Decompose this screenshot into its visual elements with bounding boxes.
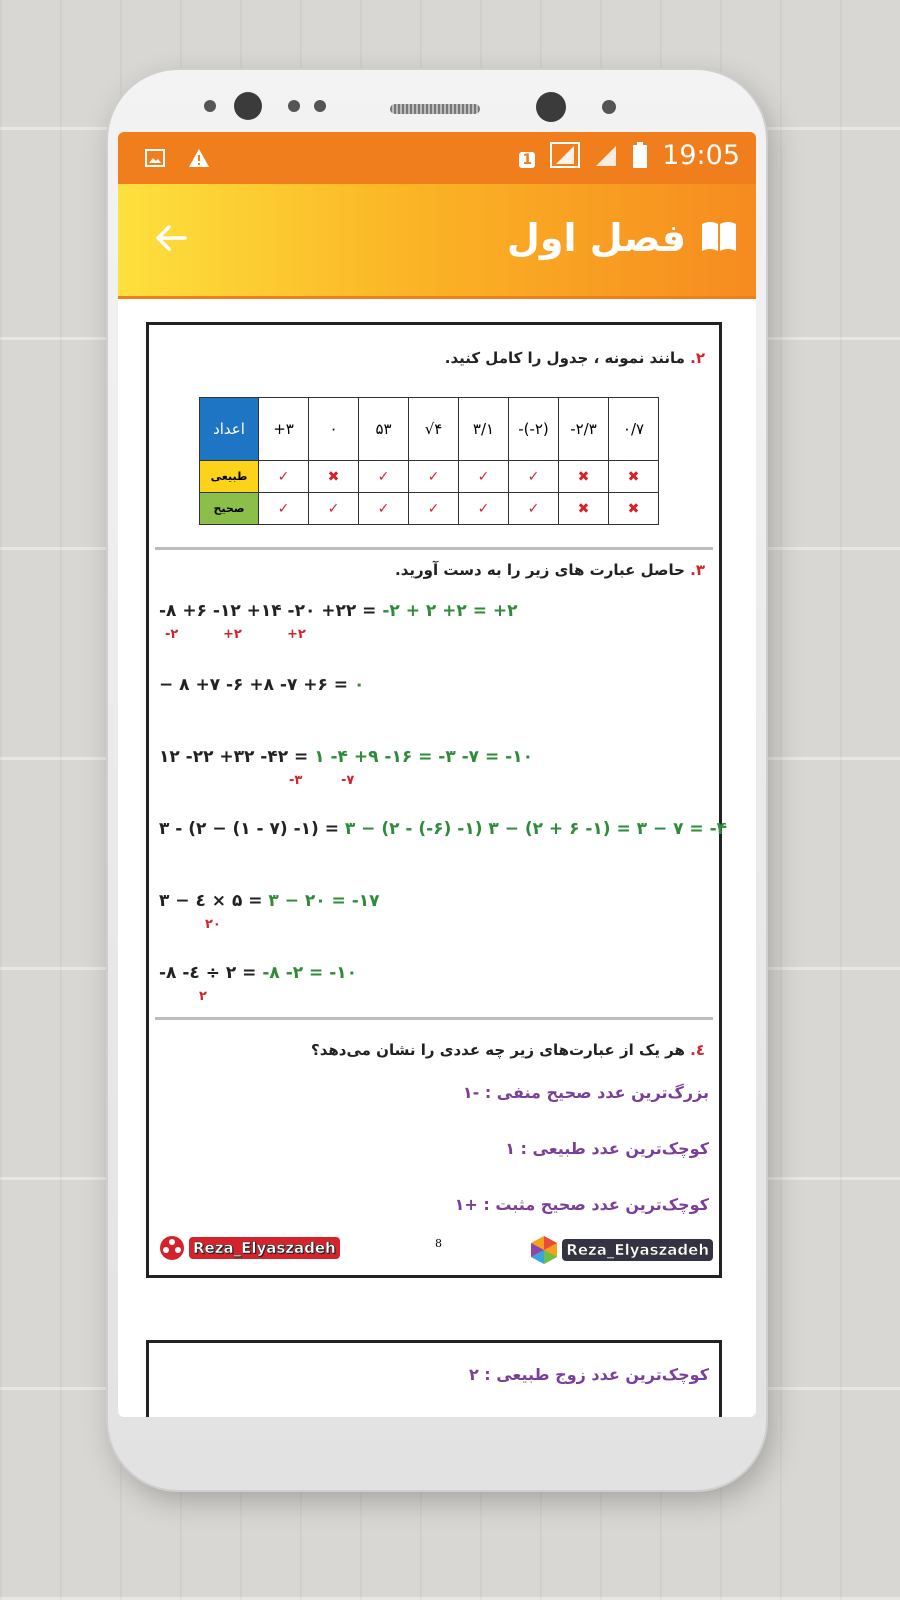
clock: 19:05 [662,140,740,171]
earpiece-speaker [390,104,480,114]
partial-sum: ۲۰ [205,917,221,932]
screen [118,132,756,1417]
divider [155,547,713,550]
image-notification-icon [144,144,166,168]
partial-sum: +۲ [223,627,242,642]
signal-icon-2 [594,144,618,168]
page-number: 8 [435,1237,442,1250]
expression-lhs: ۳ − ٤ × ۵ = [159,891,263,911]
check-icon: ✓ [359,493,409,525]
cross-icon: ✖ [559,461,609,493]
cross-icon: ✖ [609,461,659,493]
sim-badge-icon [518,144,536,168]
expression-line [159,747,533,767]
expression-line [159,601,517,621]
check-icon: ✓ [259,461,309,493]
expression-line [159,675,364,695]
check-icon: ✓ [359,461,409,493]
check-icon: ✓ [409,461,459,493]
question-4-title [297,1041,719,1059]
film-reel-icon [159,1235,185,1261]
row-label-natural: طبیعی [200,461,259,493]
number-classification-table [199,397,659,525]
textbook-page [146,322,728,1278]
page-title: فصل اول [506,216,686,260]
status-bar [118,132,756,184]
watermark-right [530,1235,713,1265]
table-col-header: +۳ [259,398,309,461]
expression-rhs: ۳ − (۲ - (-۶) -۱) ۳ − (۲ + ۶ -۱) = ۳ − ۷ = -۴ [344,819,728,839]
check-icon: ✓ [509,493,559,525]
check-icon: ✓ [459,461,509,493]
expression-lhs: -۸ +۶ -۱۲ +۱۴ -۲۰ +۲۲ = [159,601,377,621]
expression-line [159,819,727,839]
table-col-header: -۲/۳ [559,398,609,461]
question-text: هر یک از عبارت‌های زیر چه عددی را نشان می‌دهد؟ [311,1041,685,1059]
check-icon: ✓ [409,493,459,525]
cross-icon: ✖ [559,493,609,525]
textbook-page-next [146,1340,722,1417]
hexagon-logo-icon [530,1235,558,1265]
answer-line: بزرگ‌ترین عدد صحیح منفی : -۱ [462,1083,709,1102]
table-header-label: اعداد [200,398,259,461]
partial-sum: -۳ [289,773,303,788]
expression-lhs: ۳ - (۲ − (۱ - ۷) -۱) = [159,819,339,839]
book-icon [700,219,738,257]
expression-lhs: ۱۲ -۲۲ +۳۲ -۴۲ = [159,747,309,767]
divider [155,1017,713,1020]
table-col-header: √۴ [409,398,459,461]
check-icon: ✓ [459,493,509,525]
battery-icon [632,144,648,168]
answer-line: کوچک‌ترین عدد زوج طبیعی : ۲ [468,1365,709,1384]
question-2-title [431,349,719,367]
partial-sum: -۲ [165,627,179,642]
table-col-header: ۵۳ [359,398,409,461]
front-camera [234,92,262,120]
check-icon: ✓ [309,493,359,525]
cross-icon: ✖ [309,461,359,493]
expression-line [159,963,357,983]
expression-line [159,891,380,911]
question-number: ۲. [690,349,705,367]
check-icon: ✓ [259,493,309,525]
phone-frame [108,70,766,1490]
partial-sum: ۲ [199,989,207,1004]
sensor-dot [314,100,326,112]
sim-badge: 1 [519,152,535,168]
sensor-dot [602,100,616,114]
expression-lhs: -۸ -٤ ÷ ۲ = [159,963,257,983]
watermark-text: Reza_Elyaszadeh [562,1239,713,1261]
expression-rhs: ۳ − ۲۰ = -۱۷ [268,891,380,911]
table-col-header: ۰/۷ [609,398,659,461]
iris-camera [536,92,566,122]
expression-rhs: -۲ + ۲ +۲ = +۲ [382,601,518,621]
question-text: مانند نمونه ، جدول را کامل کنید. [444,349,685,367]
table-col-header: -(-۲) [509,398,559,461]
table-col-header: ۰ [309,398,359,461]
question-number: ٤. [690,1041,705,1059]
question-3-title [381,561,719,579]
watermark-text: Reza_Elyaszadeh [189,1237,340,1259]
watermark-left [159,1235,340,1261]
app-bar [118,184,756,299]
partial-sum: -۷ [341,773,355,788]
table-col-header: ۳/۱ [459,398,509,461]
answer-line: کوچک‌ترین عدد طبیعی : ۱ [505,1139,709,1158]
expression-rhs: ۰ [353,675,365,695]
check-icon: ✓ [509,461,559,493]
expression-lhs: − ۸ +۷ -۶ +۸ -۷ +۶ = [159,675,349,695]
expression-rhs: ۱ -۴ +۹ -۱۶ = -۳ -۷ = -۱۰ [314,747,533,767]
back-arrow-icon[interactable] [148,218,194,264]
row-label-integer: صحیح [200,493,259,525]
partial-sum: +۲ [287,627,306,642]
sensor-dot [288,100,300,112]
cross-icon: ✖ [609,493,659,525]
signal-icon [550,144,580,168]
warning-icon [188,144,210,168]
sensor-dot [204,100,216,112]
expression-rhs: -۸ -۲ = -۱۰ [262,963,358,983]
question-text: حاصل عبارت های زیر را به دست آورید. [395,561,685,579]
answer-line: کوچک‌ترین عدد صحیح مثبت : +۱ [454,1195,709,1214]
question-number: ۳. [690,561,705,579]
